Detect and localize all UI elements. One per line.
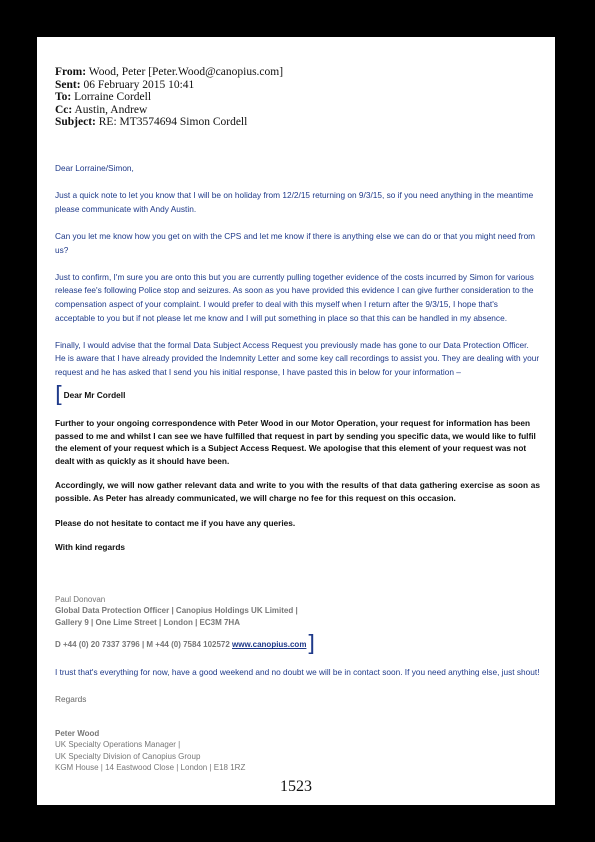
subject-line: Subject: RE: MT3574694 Simon Cordell — [55, 116, 248, 128]
subject-value: RE: MT3574694 Simon Cordell — [98, 116, 248, 128]
website-link[interactable]: www.canopius.com — [232, 640, 307, 650]
cc-value: Austin, Andrew — [74, 103, 148, 116]
sent-line: Sent: 06 February 2015 10:41 — [55, 78, 195, 91]
dpo-contact-line — [55, 632, 316, 658]
paragraph-evidence: Just to confirm, I'm sure you are onto this but you are currently pulling together evidence of the costs incurred by Simon for various release fee's following Police stop and seizures. As soon as you have provided this evidence I can give further consideration to the compensation aspect of your complaint. I would prefer to deal with this myself when I return after the 9/3/15, I hope that's acceptable to you but if not please let me know and I will put something in place so that this can be handled in my absence. — [55, 271, 534, 323]
paragraph-cps: Can you let me know how you get on with the CPS and let me know if there is anything else we can do or that you might need from us? — [55, 230, 536, 255]
close-bracket: ] — [306, 632, 316, 658]
quote-paragraph-3: Please do not hesitate to contact me if you have any queries. — [55, 517, 296, 528]
sender-division: UK Specialty Division of Canopius Group — [55, 751, 201, 761]
dpo-title: Global Data Protection Officer | Canopius Holdings UK Limited | — [55, 606, 298, 616]
closing-text: I trust that's everything for now, have a good weekend and no doubt we will be in contact soon. If you need anything else, just shout! — [55, 667, 540, 677]
sender-name: Peter Wood — [55, 729, 100, 738]
to-value: Lorraine Cordell — [74, 91, 152, 103]
greeting: Dear Lorraine/Simon, — [55, 163, 134, 173]
to-line: To: Lorraine Cordell — [55, 91, 152, 103]
quote-closing: With kind regards — [55, 542, 125, 553]
quote-salutation-line — [55, 383, 540, 408]
quote-paragraph-2: Accordingly, we will now gather relevant data and write to you with the results of that data gathering exercise as soon as possible. As Peter has already communicated, we will charge no fee for this request on this occasion. — [55, 480, 540, 503]
paragraph-holiday: Just a quick note to let you know that I will be on holiday from 12/2/15 returning on 9/3/15, so if you need anything in the meantime please communicate with Andy Austin. — [55, 190, 534, 214]
dpo-contact: D +44 (0) 20 7337 3796 | M +44 (0) 7584 102572 — [55, 640, 230, 650]
open-bracket: [ — [55, 383, 64, 408]
quoted-response — [55, 383, 540, 554]
dpo-name: Paul Donovan — [55, 595, 106, 604]
email-header — [55, 66, 283, 129]
dpo-signature — [55, 594, 316, 658]
sender-signature — [55, 728, 245, 774]
email-body — [55, 162, 540, 380]
quote-paragraph-1: Further to your ongoing correspondence with Peter Wood in our Motor Operation, your request for information has been passed to me and whilst I can see we have fulfilled that request in part by sending you specific data, we would like to fulfil the element of your request which is a Subject Access Request. We apologise that this element of your request was not dealt with as quickly as it should have been. — [55, 418, 536, 466]
sent-value: 06 February 2015 10:41 — [83, 78, 195, 91]
sender-address: KGM House | 14 Eastwood Close | London | E18 1RZ — [55, 763, 246, 773]
paragraph-dsar: Finally, I would advise that the formal Data Subject Access Request you previously made has gone to our Data Protection Officer. He is aware that I have already provided the Indemnity Letter and some key call recordings to assist you. They are dealing with your request and he has asked that I send you his initial response, I have pasted this in below for your information – — [55, 339, 540, 377]
dpo-address: Gallery 9 | One Lime Street | London | EC3M 7HA — [55, 617, 240, 627]
regards: Regards — [55, 693, 87, 704]
page-number: 1523 — [280, 778, 312, 795]
sender-title: UK Specialty Operations Manager | — [55, 740, 181, 750]
quote-salutation: Dear Mr Cordell — [63, 390, 126, 400]
closing-section — [55, 666, 540, 706]
cc-line: Cc: Austin, Andrew — [55, 103, 148, 116]
from-value: Wood, Peter [Peter.Wood@canopius.com] — [88, 66, 284, 78]
document-page — [37, 37, 555, 805]
from-line: From: Wood, Peter [Peter.Wood@canopius.com] — [55, 66, 284, 78]
